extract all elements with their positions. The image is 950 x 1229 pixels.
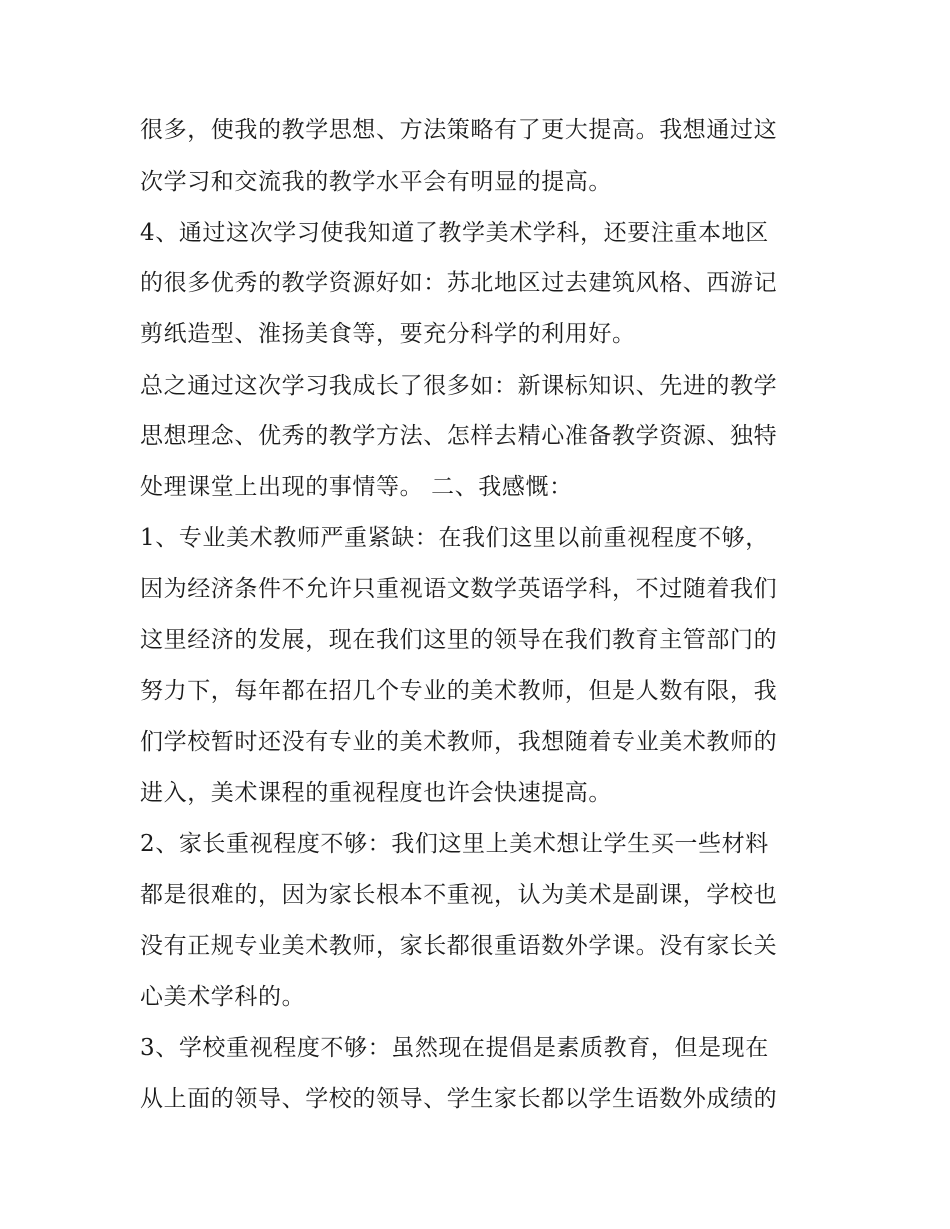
text-line: 没有正规专业美术教师，家长都很重语数外学课。没有家长关 [140, 933, 778, 959]
text-line: 这里经济的发展，现在我们这里的领导在我们教育主管部门的 [140, 627, 778, 653]
text-line: 2、家长重视程度不够：我们这里上美术想让学生买一些材料 [140, 831, 769, 857]
text-line: 心美术学科的。 [140, 984, 306, 1010]
text-line: 1、专业美术教师严重紧缺：在我们这里以前重视程度不够， [140, 525, 769, 551]
text-line: 的很多优秀的教学资源好如：苏北地区过去建筑风格、西游记 [140, 270, 778, 296]
text-line: 处理课堂上出现的事情等。 二、我感慨： [140, 474, 573, 500]
text-line: 总之通过这次学习我成长了很多如：新课标知识、先进的教学 [140, 373, 778, 399]
text-line: 次学习和交流我的教学水平会有明显的提高。 [140, 169, 612, 195]
text-line: 都是很难的，因为家长根本不重视，认为美术是副课，学校也 [140, 882, 778, 908]
text-line: 从上面的领导、学校的领导、学生家长都以学生语数外成绩的 [140, 1086, 778, 1112]
text-line: 思想理念、优秀的教学方法、怎样去精心准备教学资源、独特 [140, 423, 778, 449]
text-line: 们学校暂时还没有专业的美术教师，我想随着专业美术教师的 [140, 729, 778, 755]
text-line: 4、通过这次学习使我知道了教学美术学科，还要注重本地区 [140, 220, 769, 246]
text-line: 进入，美术课程的重视程度也许会快速提高。 [140, 780, 612, 806]
text-line: 剪纸造型、淮扬美食等，要充分科学的利用好。 [140, 321, 636, 347]
text-line: 努力下，每年都在招几个专业的美术教师，但是人数有限，我 [140, 678, 778, 704]
text-line: 3、学校重视程度不够：虽然现在提倡是素质教育，但是现在 [140, 1035, 769, 1061]
text-line: 因为经济条件不允许只重视语文数学英语学科，不过随着我们 [140, 576, 778, 602]
text-line: 很多，使我的教学思想、方法策略有了更大提高。我想通过这 [140, 117, 778, 143]
